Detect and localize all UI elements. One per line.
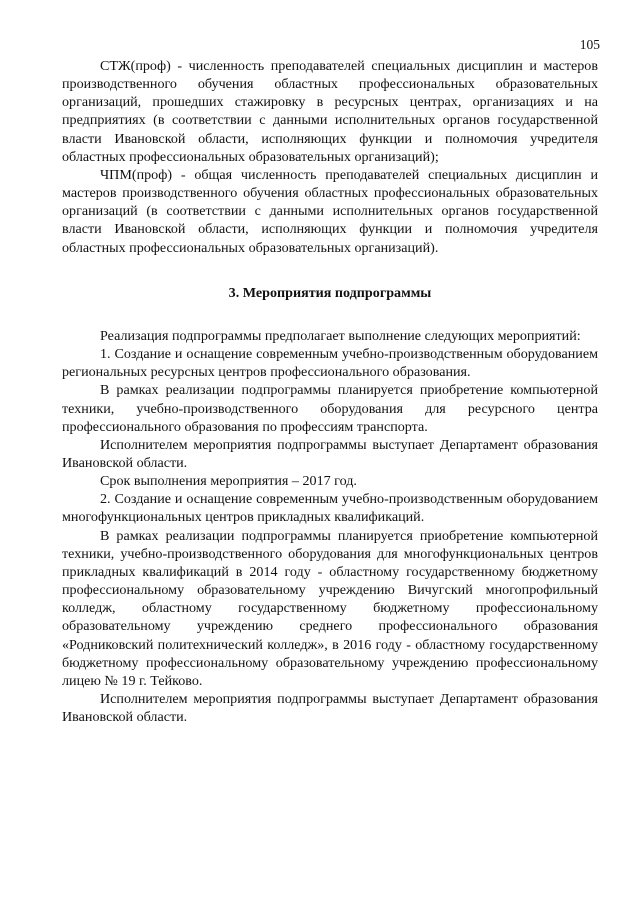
page-number: 105 (579, 37, 600, 52)
definition-stzh: СТЖ(проф) - численность преподавателей специальных дисциплин и мастеров производственного обучения областных профессиональных образовательных организаций, прошедших стажировку в ресурсных центрах, организациях и на предприятиях (в соответствии с данными исполнительных органов государственной власти Ивановской области, исполняющих функции и полномочия учредителя областных профессиональных образовательных организаций); (62, 58, 598, 165)
definition-chpm: ЧПМ(проф) - общая численность преподавателей специальных дисциплин и мастеров производственного обучения областных профессиональных образовательных организаций (в соответствии с данными исполнительных органов государственной власти Ивановской области, исполняющих функции и полномочия учредителя областных профессиональных образовательных организаций). (62, 166, 598, 256)
paragraph-measure-1: 1. Создание и оснащение современным учебно-производственным оборудованием региональных ресурсных центров профессионального образования. (62, 346, 598, 381)
paragraph-intro: Реализация подпрограммы предполагает выполнение следующих мероприятий: (100, 327, 581, 344)
paragraph-measure-2-executor: Исполнителем мероприятия подпрограммы выступает Департамент образования Ивановской области. (62, 691, 598, 726)
paragraph-measure-1-deadline: Срок выполнения мероприятия – 2017 год. (100, 473, 357, 490)
section-heading: 3. Мероприятия подпрограммы (228, 284, 432, 301)
document-body (62, 57, 598, 726)
paragraph-measure-2-details: В рамках реализации подпрограммы планируется приобретение компьютерной техники, учебно-производственного оборудования для многофункциональных центров прикладных квалификаций в 2014 году - областному государственному бюджетному профессиональному образовательному учреждению Вичугский многопрофильный колледж, областному государственному бюджетному профессиональному образовательному учреждению среднего профессионального образования «Родниковский политехнический колледж», в 2016 году - областному государственному бюджетному профессиональному образовательному учреждению профессиональному лицею № 19 г. Тейково. (62, 527, 598, 689)
paragraph-measure-1-executor: Исполнителем мероприятия подпрограммы выступает Департамент образования Ивановской области. (62, 436, 598, 471)
paragraph-measure-1-details: В рамках реализации подпрограммы планируется приобретение компьютерной техники, учебно-производственного оборудования для ресурсного центра профессионального образования по профессиям транспорта. (62, 382, 598, 435)
paragraph-measure-2: 2. Создание и оснащение современным учебно-производственным оборудованием многофункциональных центров прикладных квалификаций. (62, 491, 598, 526)
